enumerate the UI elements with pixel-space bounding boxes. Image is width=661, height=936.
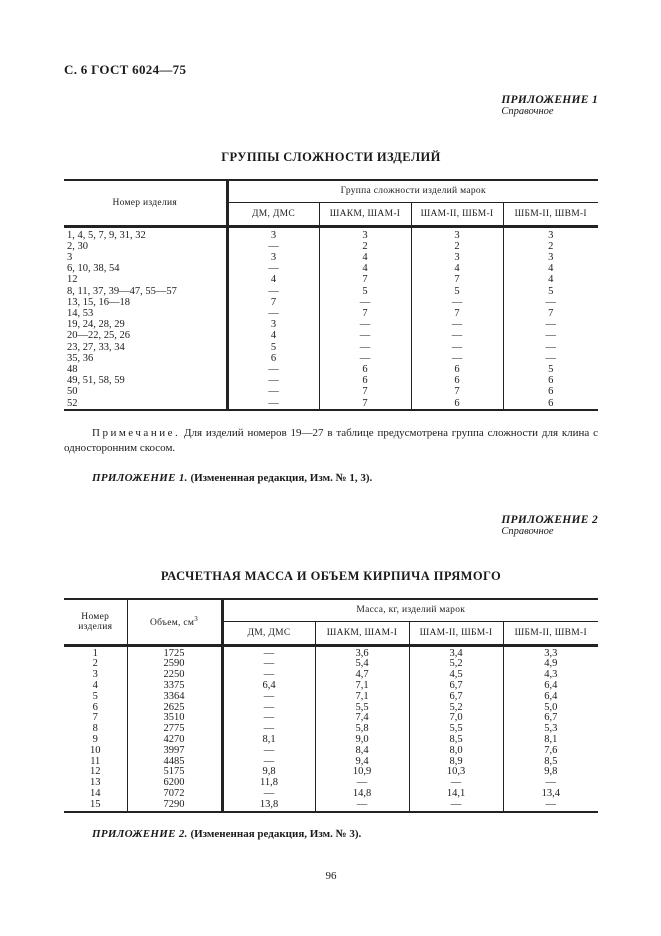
table-row xyxy=(64,713,598,724)
table-cell: 3 xyxy=(319,226,411,241)
table-cell: 3 xyxy=(64,670,127,681)
table-cell: 2775 xyxy=(127,724,222,735)
table-cell: 6,4 xyxy=(544,690,558,702)
revision-2-ref: ПРИЛОЖЕНИЕ 2. xyxy=(92,827,188,840)
table-cell: 4270 xyxy=(127,735,222,746)
table-cell: 6 xyxy=(411,398,503,410)
column-header-item-number: Номер изделия xyxy=(64,599,127,645)
table-cell: 3 xyxy=(227,319,319,330)
table-cell: 3510 xyxy=(127,713,222,724)
table-cell: 35, 36 xyxy=(64,353,227,364)
column-header-shbm2-shvm1: ШБМ-II, ШВМ-I xyxy=(514,208,587,219)
table-cell: 2590 xyxy=(127,659,222,670)
table-cell: — xyxy=(315,800,409,812)
table-cell: — xyxy=(222,670,315,681)
table-cell: 12 xyxy=(64,274,227,285)
revision-1-ref: ПРИЛОЖЕНИЕ 1. xyxy=(92,472,188,485)
table-cell: 6,7 xyxy=(544,712,558,724)
table-cell: 10,9 xyxy=(315,767,409,778)
table-2-head xyxy=(64,599,598,645)
table-cell: 5 xyxy=(548,363,554,375)
table-cell: 9,0 xyxy=(315,735,409,746)
table-cell: 3 xyxy=(411,226,503,241)
table-cell: 2 xyxy=(319,241,411,252)
table-cell: — xyxy=(319,342,411,353)
table-cell: 9,8 xyxy=(544,766,558,778)
table-cell: 8,5 xyxy=(544,755,558,767)
table-row xyxy=(64,670,598,681)
table-cell: — xyxy=(222,757,315,768)
table-cell: 5,0 xyxy=(544,701,558,713)
table-row xyxy=(64,342,598,353)
revision-1 xyxy=(64,472,598,484)
table-cell: 4 xyxy=(227,330,319,341)
appendix-2-block xyxy=(64,514,598,537)
table-cell: 3,3 xyxy=(544,647,558,659)
table-cell: 1 xyxy=(64,645,127,659)
table-cell: — xyxy=(545,341,556,353)
table-cell: 7,1 xyxy=(315,692,409,703)
table-cell: 6,7 xyxy=(409,692,503,703)
table-cell: — xyxy=(222,789,315,800)
revision-2-text: (Измененная редакция, Изм. № 3). xyxy=(190,827,362,840)
table-cell: — xyxy=(227,375,319,386)
table-cell: 15 xyxy=(64,800,127,812)
table-row xyxy=(64,659,598,670)
revision-1-text: (Измененная редакция, Изм. № 1, 3). xyxy=(190,472,373,485)
table-row xyxy=(64,757,598,768)
table-cell: — xyxy=(411,353,503,364)
table-cell: — xyxy=(227,286,319,297)
table-cell: 7 xyxy=(411,386,503,397)
table-row xyxy=(64,789,598,800)
table-row xyxy=(64,364,598,375)
column-header-dm-dms: ДМ, ДМС xyxy=(227,202,319,226)
table-cell: 3 xyxy=(411,252,503,263)
table-cell: — xyxy=(227,364,319,375)
table-cell: 4 xyxy=(548,263,554,275)
table-cell: — xyxy=(545,798,557,810)
table-cell: 4 xyxy=(64,681,127,692)
table-row xyxy=(64,386,598,397)
table-cell: — xyxy=(411,342,503,353)
table-cell: 8,1 xyxy=(222,735,315,746)
table-cell: 4,9 xyxy=(544,658,558,670)
table-row xyxy=(64,241,598,252)
table-cell: 3375 xyxy=(127,681,222,692)
table-cell: 8, 11, 37, 39—47, 55—57 xyxy=(64,286,227,297)
table-cell: 8 xyxy=(64,724,127,735)
table-cell: — xyxy=(222,713,315,724)
table-cell: 8,9 xyxy=(409,757,503,768)
table-row xyxy=(64,319,598,330)
table-cell: 7 xyxy=(227,297,319,308)
table-cell: 6 xyxy=(548,375,554,387)
table-2-body xyxy=(64,645,598,811)
table-cell: 11 xyxy=(64,757,127,768)
table-cell: 50 xyxy=(64,386,227,397)
revision-2 xyxy=(64,828,598,840)
table-cell: 5,4 xyxy=(315,659,409,670)
table-cell: 7 xyxy=(319,386,411,397)
table-row xyxy=(64,724,598,735)
table-row xyxy=(64,252,598,263)
note-label: Примечание. xyxy=(92,426,181,439)
table-cell: 5 xyxy=(319,286,411,297)
appendix-2-type: Справочное xyxy=(501,526,554,538)
table-cell: — xyxy=(319,319,411,330)
note xyxy=(64,426,598,456)
table-cell: 3364 xyxy=(127,692,222,703)
table-cell: 4,5 xyxy=(409,670,503,681)
appendix-1-type: Справочное xyxy=(501,106,554,117)
table-cell: 13,4 xyxy=(541,787,560,799)
table-cell: 4,7 xyxy=(315,670,409,681)
table-cell: 2625 xyxy=(127,703,222,714)
column-header-shakm-sham1: ШАКМ, ШАМ-I xyxy=(319,202,411,226)
table-cell: 5,8 xyxy=(315,724,409,735)
table-cell: 20—22, 25, 26 xyxy=(64,330,227,341)
table-cell: 11,8 xyxy=(222,778,315,789)
table-cell: 13,8 xyxy=(222,800,315,812)
table-cell: 8,5 xyxy=(409,735,503,746)
table-cell: 52 xyxy=(64,398,227,410)
table-cell: — xyxy=(411,330,503,341)
complexity-groups-table xyxy=(64,179,598,411)
table-cell: 5 xyxy=(548,285,554,297)
table-cell: 3997 xyxy=(127,746,222,757)
page-number: 96 xyxy=(325,869,337,882)
column-header-volume: Объем, $см^3$ xyxy=(127,599,222,645)
appendix-2-label: ПРИЛОЖЕНИЕ 2 xyxy=(501,514,598,527)
table-cell: 4 xyxy=(227,274,319,285)
appendix-1-block xyxy=(64,94,598,117)
table-cell: — xyxy=(545,777,557,789)
table-cell: 6 xyxy=(411,364,503,375)
table-row xyxy=(64,308,598,319)
table-cell: 6,4 xyxy=(222,681,315,692)
table-cell: — xyxy=(222,645,315,659)
table-cell: — xyxy=(545,330,556,342)
table-cell: 13, 15, 16—18 xyxy=(64,297,227,308)
table-cell: 2 xyxy=(548,240,554,252)
table-row xyxy=(64,778,598,789)
table-cell: 6 xyxy=(64,703,127,714)
table-row xyxy=(64,330,598,341)
table-cell: — xyxy=(222,746,315,757)
table-cell: — xyxy=(319,330,411,341)
table-row xyxy=(64,703,598,714)
table-cell: — xyxy=(222,724,315,735)
note-text: Для изделий номеров 19—27 в таблице предусмотрена группа сложности для клина с односторонним скосом. xyxy=(64,426,598,454)
column-header-sham2-shbm1: ШАМ-II, ШБМ-I xyxy=(411,202,503,226)
table-cell: 48 xyxy=(64,364,227,375)
table-cell: 6200 xyxy=(127,778,222,789)
table-row xyxy=(64,263,598,274)
table-cell: 1, 4, 5, 7, 9, 31, 32 xyxy=(64,226,227,241)
table-cell: 2 xyxy=(64,659,127,670)
table-cell: 7 xyxy=(319,274,411,285)
table-cell: 7,6 xyxy=(544,744,558,756)
table-cell: 6 xyxy=(548,397,554,409)
table-cell: 14,8 xyxy=(315,789,409,800)
table-cell: — xyxy=(319,353,411,364)
table-cell: 4 xyxy=(548,274,554,286)
table-cell: — xyxy=(227,241,319,252)
table-cell: 9,8 xyxy=(222,767,315,778)
table-cell: 3 xyxy=(227,226,319,241)
table-2-title: РАСЧЕТНАЯ МАССА И ОБЪЕМ КИРПИЧА ПРЯМОГО xyxy=(160,569,502,584)
table-row xyxy=(64,735,598,746)
table-cell: 5 xyxy=(64,692,127,703)
table-cell: 6,4 xyxy=(544,679,558,691)
table-cell: 6 xyxy=(227,353,319,364)
doc-header: С. 6 ГОСТ 6024—75 xyxy=(64,62,187,77)
column-header-sham2-shbm1: ШАМ-II, ШБМ-I xyxy=(409,621,503,645)
table-cell: 2 xyxy=(411,241,503,252)
table-cell: — xyxy=(222,703,315,714)
mass-volume-table xyxy=(64,598,598,812)
table-row xyxy=(64,800,598,812)
table-cell: 3 xyxy=(64,252,227,263)
table-row xyxy=(64,398,598,410)
column-header-dm-dms: ДМ, ДМС xyxy=(222,621,315,645)
page xyxy=(64,0,598,882)
table-cell: 6,7 xyxy=(409,681,503,692)
table-cell: 49, 51, 58, 59 xyxy=(64,375,227,386)
table-cell: 8,1 xyxy=(544,733,558,745)
table-cell: 4485 xyxy=(127,757,222,768)
table-cell: 2250 xyxy=(127,670,222,681)
appendix-1-label: ПРИЛОЖЕНИЕ 1 xyxy=(501,94,598,106)
table-cell: 3 xyxy=(548,251,554,263)
table-cell: 7 xyxy=(548,307,554,319)
table-cell: — xyxy=(545,296,556,308)
table-cell: — xyxy=(545,319,556,331)
column-header-item-number: Номер изделия xyxy=(64,180,227,226)
table-row xyxy=(64,226,598,241)
table-cell: 5,3 xyxy=(544,723,558,735)
table-cell: 5 xyxy=(411,286,503,297)
column-header-shbm2-shvm1: ШБМ-II, ШВМ-I xyxy=(514,627,587,638)
table-cell: 14 xyxy=(64,789,127,800)
table-row xyxy=(64,274,598,285)
table-cell: — xyxy=(409,800,503,812)
table-cell: — xyxy=(222,659,315,670)
table-cell: 14,1 xyxy=(409,789,503,800)
table-cell: 7 xyxy=(64,713,127,724)
table-1-head xyxy=(64,180,598,226)
table-cell: 5175 xyxy=(127,767,222,778)
table-cell: 3,6 xyxy=(315,645,409,659)
table-1-body xyxy=(64,226,598,410)
table-cell: 13 xyxy=(64,778,127,789)
table-cell: 5,2 xyxy=(409,703,503,714)
table-cell: 5,5 xyxy=(315,703,409,714)
table-row xyxy=(64,746,598,757)
table-row xyxy=(64,692,598,703)
column-header-shakm-sham1: ШАКМ, ШАМ-I xyxy=(315,621,409,645)
table-cell: 3 xyxy=(548,229,554,241)
table-cell: 1725 xyxy=(127,645,222,659)
table-cell: 5 xyxy=(227,342,319,353)
table-cell: 12 xyxy=(64,767,127,778)
table-cell: — xyxy=(222,692,315,703)
table-cell: — xyxy=(227,308,319,319)
table-cell: 10,3 xyxy=(409,767,503,778)
table-cell: 10 xyxy=(64,746,127,757)
table-cell: 6 xyxy=(411,375,503,386)
table-cell: — xyxy=(315,778,409,789)
table-cell: 7072 xyxy=(127,789,222,800)
table-cell: — xyxy=(227,398,319,410)
table-row xyxy=(64,297,598,308)
table-row xyxy=(64,645,598,659)
table-cell: 7290 xyxy=(127,800,222,812)
table-row xyxy=(64,286,598,297)
table-1-title: ГРУППЫ СЛОЖНОСТИ ИЗДЕЛИЙ xyxy=(221,150,441,164)
table-cell: 8,0 xyxy=(409,746,503,757)
table-cell: 7,1 xyxy=(315,681,409,692)
table-cell: 3,4 xyxy=(409,645,503,659)
table-cell: — xyxy=(227,386,319,397)
table-cell: 14, 53 xyxy=(64,308,227,319)
table-cell: — xyxy=(319,297,411,308)
table-cell: 3 xyxy=(227,252,319,263)
table-cell: — xyxy=(227,263,319,274)
table-cell: — xyxy=(409,778,503,789)
table-cell: 6 xyxy=(548,386,554,398)
table-cell: 5,5 xyxy=(409,724,503,735)
table-cell: 7 xyxy=(411,274,503,285)
table-row xyxy=(64,375,598,386)
table-cell: 9 xyxy=(64,735,127,746)
table-cell: 9,4 xyxy=(315,757,409,768)
table-cell: 6, 10, 38, 54 xyxy=(64,263,227,274)
table-cell: 4 xyxy=(319,252,411,263)
table-cell: 7,4 xyxy=(315,713,409,724)
table-row xyxy=(64,353,598,364)
table-cell: 8,4 xyxy=(315,746,409,757)
table-row xyxy=(64,767,598,778)
table-cell: 4 xyxy=(411,263,503,274)
table-cell: 2, 30 xyxy=(64,241,227,252)
table-cell: 7 xyxy=(319,398,411,410)
table-cell: — xyxy=(411,297,503,308)
table-cell: 6 xyxy=(319,375,411,386)
table-cell: 4 xyxy=(319,263,411,274)
group-header-mass: Масса, кг, изделий марок xyxy=(222,599,598,621)
table-cell: 23, 27, 33, 34 xyxy=(64,342,227,353)
table-cell: — xyxy=(545,352,556,364)
table-cell: 19, 24, 28, 29 xyxy=(64,319,227,330)
table-row xyxy=(64,681,598,692)
table-cell: 7 xyxy=(319,308,411,319)
group-header-complexity: Группа сложности изделий марок xyxy=(227,180,598,202)
table-cell: — xyxy=(411,319,503,330)
table-cell: 5,2 xyxy=(409,659,503,670)
table-cell: 4,3 xyxy=(544,669,558,681)
table-cell: 6 xyxy=(319,364,411,375)
table-cell: 7,0 xyxy=(409,713,503,724)
table-cell: 7 xyxy=(411,308,503,319)
